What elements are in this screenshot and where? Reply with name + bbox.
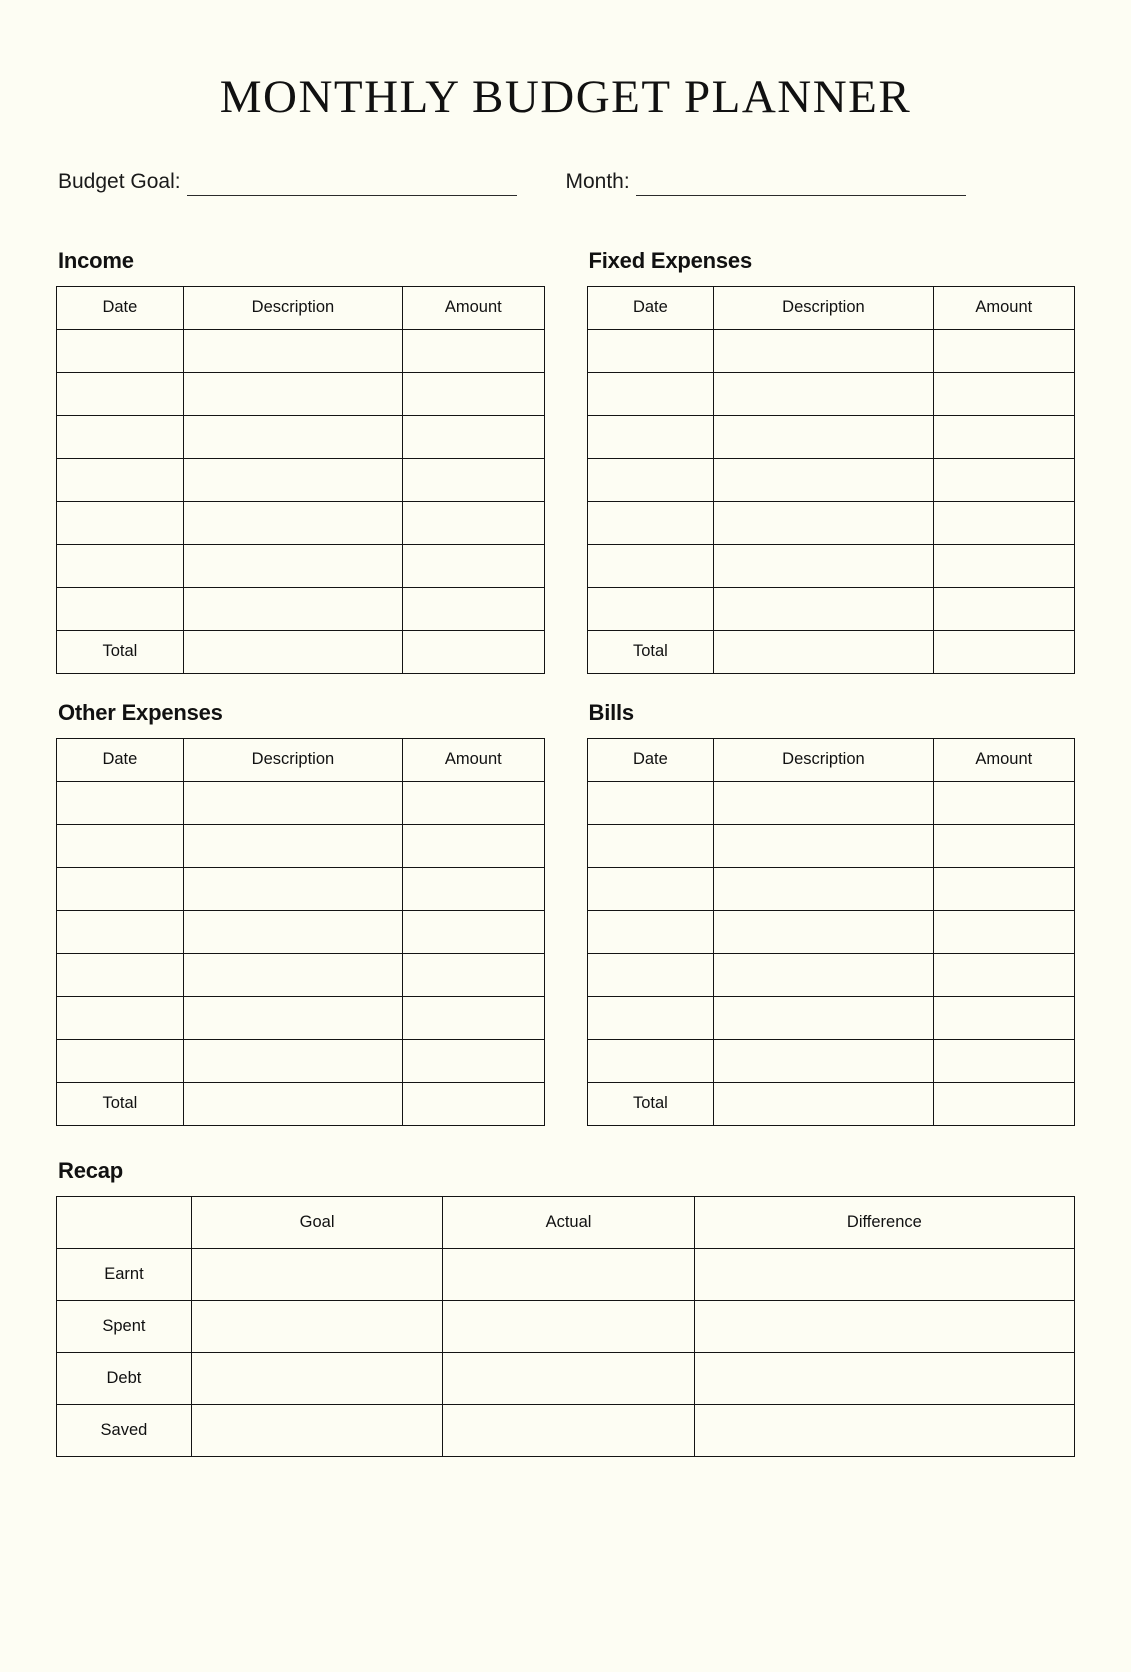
cell-date[interactable] (57, 867, 184, 910)
cell-amount[interactable] (403, 781, 544, 824)
section-heading-recap: Recap (58, 1157, 124, 1183)
table-row (587, 329, 1075, 372)
total-description-cell[interactable] (183, 1082, 402, 1125)
cell-description[interactable] (183, 458, 402, 501)
column-header-amount: Amount (403, 286, 544, 329)
table-total-row (57, 1082, 545, 1125)
cell-description[interactable] (183, 329, 402, 372)
cell-amount[interactable] (933, 910, 1074, 953)
column-header-date: Date (57, 738, 184, 781)
total-description-cell[interactable] (714, 630, 933, 673)
cell-actual[interactable] (443, 1404, 694, 1456)
cell-description[interactable] (714, 501, 933, 544)
table-fixed-expenses (587, 286, 1076, 674)
cell-description[interactable] (714, 953, 933, 996)
cell-date[interactable] (57, 458, 184, 501)
cell-amount[interactable] (933, 953, 1074, 996)
cell-actual[interactable] (443, 1248, 694, 1300)
cell-description[interactable] (714, 544, 933, 587)
cell-description[interactable] (183, 824, 402, 867)
cell-date[interactable] (587, 501, 714, 544)
cell-amount[interactable] (403, 953, 544, 996)
total-description-cell[interactable] (183, 630, 402, 673)
section-other-expenses (56, 700, 545, 1126)
table-row (57, 953, 545, 996)
table-row (57, 587, 545, 630)
section-heading-bills: Bills (588, 699, 634, 725)
cell-description[interactable] (714, 372, 933, 415)
cell-amount[interactable] (403, 501, 544, 544)
cell-amount[interactable] (403, 996, 544, 1039)
cell-amount[interactable] (933, 867, 1074, 910)
table-row (587, 458, 1075, 501)
total-label: Total (587, 630, 714, 673)
cell-amount[interactable] (403, 415, 544, 458)
table-row (587, 587, 1075, 630)
column-header-description: Description (183, 286, 402, 329)
cell-amount[interactable] (933, 1039, 1074, 1082)
table-header-row (587, 738, 1075, 781)
section-heading-income: Income (58, 247, 134, 273)
cell-date[interactable] (587, 372, 714, 415)
table-row (587, 996, 1075, 1039)
section-fixed-expenses (587, 248, 1076, 674)
column-header-amount: Amount (933, 286, 1074, 329)
cell-amount[interactable] (403, 587, 544, 630)
cell-date[interactable] (587, 1039, 714, 1082)
table-row (587, 372, 1075, 415)
cell-amount[interactable] (933, 824, 1074, 867)
cell-amount[interactable] (403, 458, 544, 501)
table-total-row (587, 630, 1075, 673)
table-row (57, 867, 545, 910)
cell-date[interactable] (587, 329, 714, 372)
cell-date[interactable] (57, 587, 184, 630)
cell-goal[interactable] (191, 1404, 442, 1456)
cell-date[interactable] (57, 415, 184, 458)
table-row (57, 415, 545, 458)
table-income (56, 286, 545, 674)
month-field[interactable] (566, 170, 1074, 196)
table-header-row (57, 286, 545, 329)
cell-date[interactable] (587, 953, 714, 996)
table-row (587, 781, 1075, 824)
section-income (56, 248, 545, 674)
cell-date[interactable] (57, 372, 184, 415)
cell-amount[interactable] (403, 867, 544, 910)
table-row (57, 824, 545, 867)
cell-date[interactable] (587, 824, 714, 867)
table-row (57, 1248, 1075, 1300)
table-row (587, 953, 1075, 996)
table-total-row (57, 630, 545, 673)
cell-description[interactable] (183, 544, 402, 587)
cell-difference[interactable] (694, 1300, 1074, 1352)
cell-difference[interactable] (694, 1248, 1074, 1300)
cell-amount[interactable] (403, 372, 544, 415)
cell-amount[interactable] (933, 781, 1074, 824)
column-header-date: Date (587, 286, 714, 329)
cell-date[interactable] (587, 458, 714, 501)
total-amount-cell[interactable] (933, 1082, 1074, 1125)
table-row (57, 1039, 545, 1082)
column-header-date: Date (57, 286, 184, 329)
column-header-amount: Amount (403, 738, 544, 781)
table-row (57, 1404, 1075, 1456)
column-header-amount: Amount (933, 738, 1074, 781)
table-row (57, 1352, 1075, 1404)
column-header-description: Description (714, 286, 933, 329)
table-row (57, 372, 545, 415)
cell-date[interactable] (587, 867, 714, 910)
cell-amount[interactable] (933, 587, 1074, 630)
table-recap (56, 1196, 1075, 1457)
budget-goal-field[interactable] (58, 170, 566, 196)
total-label: Total (57, 1082, 184, 1125)
cell-date[interactable] (587, 996, 714, 1039)
cell-description[interactable] (183, 781, 402, 824)
table-row (57, 1300, 1075, 1352)
meta-fields (56, 170, 1075, 196)
column-header-actual: Actual (443, 1196, 694, 1248)
total-description-cell[interactable] (714, 1082, 933, 1125)
table-row (587, 824, 1075, 867)
cell-date[interactable] (57, 781, 184, 824)
section-recap (56, 1158, 1075, 1457)
table-row (57, 501, 545, 544)
total-amount-cell[interactable] (933, 630, 1074, 673)
cell-description[interactable] (183, 415, 402, 458)
row-label-earnt: Earnt (57, 1248, 192, 1300)
table-row (57, 781, 545, 824)
table-row (57, 910, 545, 953)
cell-date[interactable] (57, 1039, 184, 1082)
cell-date[interactable] (57, 329, 184, 372)
cell-amount[interactable] (933, 996, 1074, 1039)
cell-date[interactable] (57, 910, 184, 953)
cell-description[interactable] (714, 329, 933, 372)
cell-amount[interactable] (403, 544, 544, 587)
cell-description[interactable] (183, 953, 402, 996)
cell-description[interactable] (183, 501, 402, 544)
cell-description[interactable] (714, 910, 933, 953)
row-label-saved: Saved (57, 1404, 192, 1456)
table-row (587, 501, 1075, 544)
cell-date[interactable] (587, 415, 714, 458)
total-amount-cell[interactable] (403, 630, 544, 673)
budget-planner-page (0, 72, 1131, 1672)
cell-description[interactable] (714, 996, 933, 1039)
cell-amount[interactable] (403, 329, 544, 372)
cell-date[interactable] (57, 544, 184, 587)
cell-date[interactable] (587, 587, 714, 630)
cell-description[interactable] (183, 867, 402, 910)
row-label-spent: Spent (57, 1300, 192, 1352)
cell-date[interactable] (57, 996, 184, 1039)
table-row (587, 415, 1075, 458)
cell-amount[interactable] (933, 415, 1074, 458)
cell-amount[interactable] (403, 910, 544, 953)
month-label: Month: (565, 169, 630, 193)
total-label: Total (57, 630, 184, 673)
page-title: MONTHLY BUDGET PLANNER (219, 71, 912, 123)
column-header-blank (57, 1196, 192, 1248)
budget-goal-input[interactable] (187, 173, 517, 196)
cell-difference[interactable] (694, 1352, 1074, 1404)
section-bills (587, 700, 1076, 1126)
cell-description[interactable] (714, 458, 933, 501)
cell-description[interactable] (714, 781, 933, 824)
month-input[interactable] (636, 173, 966, 196)
table-row (57, 458, 545, 501)
column-header-difference: Difference (694, 1196, 1074, 1248)
cell-description[interactable] (183, 372, 402, 415)
sections-grid (56, 248, 1075, 1152)
cell-amount[interactable] (933, 329, 1074, 372)
cell-description[interactable] (714, 867, 933, 910)
table-bills (587, 738, 1076, 1126)
cell-goal[interactable] (191, 1248, 442, 1300)
cell-goal[interactable] (191, 1300, 442, 1352)
table-row (57, 544, 545, 587)
table-other-expenses (56, 738, 545, 1126)
table-header-row (587, 286, 1075, 329)
cell-actual[interactable] (443, 1352, 694, 1404)
cell-description[interactable] (183, 1039, 402, 1082)
column-header-date: Date (587, 738, 714, 781)
cell-description[interactable] (714, 1039, 933, 1082)
table-row (587, 910, 1075, 953)
cell-description[interactable] (183, 996, 402, 1039)
cell-amount[interactable] (403, 1039, 544, 1082)
table-total-row (587, 1082, 1075, 1125)
cell-date[interactable] (587, 544, 714, 587)
cell-date[interactable] (57, 501, 184, 544)
cell-date[interactable] (587, 910, 714, 953)
column-header-goal: Goal (191, 1196, 442, 1248)
cell-description[interactable] (714, 824, 933, 867)
column-header-description: Description (714, 738, 933, 781)
cell-amount[interactable] (933, 372, 1074, 415)
table-row (57, 996, 545, 1039)
table-row (587, 544, 1075, 587)
cell-actual[interactable] (443, 1300, 694, 1352)
section-heading-other-expenses: Other Expenses (58, 699, 223, 725)
cell-date[interactable] (57, 824, 184, 867)
cell-amount[interactable] (933, 544, 1074, 587)
cell-description[interactable] (714, 587, 933, 630)
table-row (587, 1039, 1075, 1082)
cell-goal[interactable] (191, 1352, 442, 1404)
column-header-description: Description (183, 738, 402, 781)
table-header-row (57, 738, 545, 781)
row-label-debt: Debt (57, 1352, 192, 1404)
cell-amount[interactable] (403, 824, 544, 867)
table-row (587, 867, 1075, 910)
table-row (57, 329, 545, 372)
cell-date[interactable] (587, 781, 714, 824)
cell-description[interactable] (714, 415, 933, 458)
total-label: Total (587, 1082, 714, 1125)
cell-date[interactable] (57, 953, 184, 996)
cell-description[interactable] (183, 587, 402, 630)
budget-goal-label: Budget Goal: (58, 169, 181, 193)
cell-amount[interactable] (933, 458, 1074, 501)
total-amount-cell[interactable] (403, 1082, 544, 1125)
cell-amount[interactable] (933, 501, 1074, 544)
cell-difference[interactable] (694, 1404, 1074, 1456)
cell-description[interactable] (183, 910, 402, 953)
table-header-row (57, 1196, 1075, 1248)
section-heading-fixed-expenses: Fixed Expenses (588, 247, 752, 273)
